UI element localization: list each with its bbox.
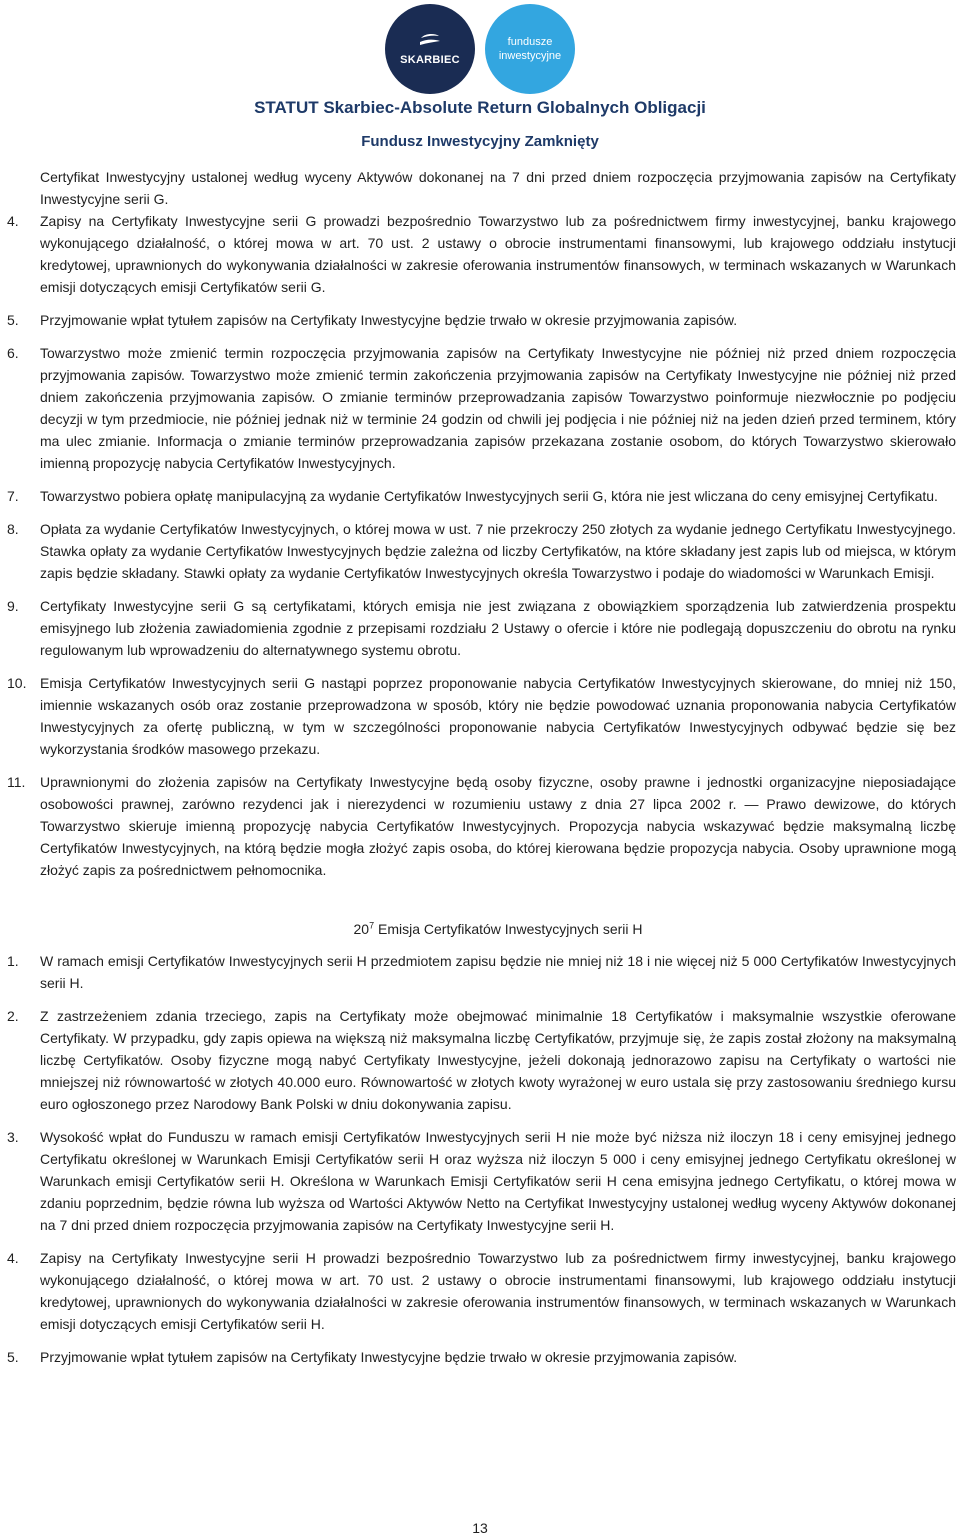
fundusze-logo-line1: fundusze [507, 36, 553, 48]
paragraph-number: 5. [7, 312, 19, 328]
paragraph-text: Zapisy na Certyfikaty Inwestycyjne serii H prowadzi bezpośrednio Towarzystwo lub za pośrednictwem firmy inwestycyjnej, banku krajowego wykonującego działalność, o której mowa w art. 70 ust. 2 ustawy o obrocie instrumentami finansowymi, lub krajowego oddziału instytucji kredytowej, uprawnionych do wykonywania działalności w zakresie oferowania instrumentów finansowych, w terminach wskazanych w Warunkach emisji dotyczących emisji Certyfikatów serii H. [40, 1250, 956, 1332]
header-logos [0, 4, 960, 94]
paragraph-text: Towarzystwo pobiera opłatę manipulacyjną za wydanie Certyfikatów Inwestycyjnych serii G, która nie jest wliczana do ceny emisyjnej Certyfikatu. [40, 488, 938, 504]
paragraph-number: 11. [7, 774, 26, 790]
numbered-paragraph [7, 342, 956, 474]
numbered-paragraph [7, 1005, 956, 1115]
numbered-paragraph [7, 210, 956, 298]
paragraph-number: 7. [7, 488, 19, 504]
paragraph-number: 4. [7, 1250, 19, 1266]
paragraph-number: 10. [7, 675, 27, 691]
paragraph-text: Przyjmowanie wpłat tytułem zapisów na Certyfikaty Inwestycyjne będzie trwało w okresie przyjmowania zapisów. [40, 1349, 738, 1365]
section-h-list [7, 950, 956, 1368]
intro-paragraph: Certyfikat Inwestycyjny ustalonej według wyceny Aktywów dokonanej na 7 dni przed dniem rozpoczęcia przyjmowania zapisów na Certyfikaty Inwestycyjne serii G. [40, 169, 956, 207]
numbered-paragraph [7, 309, 956, 331]
page-number: 13 [472, 1520, 488, 1536]
section-number: 20 [353, 921, 370, 937]
paragraph-text: Certyfikaty Inwestycyjne serii G są certyfikatami, których emisja nie jest związana z obowiązkiem sporządzenia lub zatwierdzenia prospektu emisyjnego lub złożenia zawiadomienia zgodnie z przepisami rozdziału 2 Ustawy o ofercie i które nie podlegają dopuszczeniu do obrotu na rynku regulowanym lub wprowadzeniu do alternatywnego systemu obrotu. [40, 598, 956, 658]
section-heading [40, 918, 956, 940]
fundusze-logo [485, 4, 575, 94]
document-subtitle: Fundusz Inwestycyjny Zamknięty [361, 133, 599, 150]
paragraph-text: Zapisy na Certyfikaty Inwestycyjne serii G prowadzi bezpośrednio Towarzystwo lub za pośrednictwem firmy inwestycyjnej, banku krajowego wykonującego działalność, o której mowa w art. 70 ust. 2 ustawy o obrocie instrumentami finansowymi, lub krajowego oddziału instytucji kredytowej, uprawnionych do wykonywania działalności w zakresie oferowania instrumentów finansowych, w terminach wskazanych w Warunkach emisji dotyczących emisji Certyfikatów serii G. [40, 213, 956, 295]
numbered-paragraph [7, 771, 956, 881]
paragraph-text: Towarzystwo może zmienić termin rozpoczęcia przyjmowania zapisów na Certyfikaty Inwestycyjne nie później niż przed dniem rozpoczęcia przyjmowania zapisów. Towarzystwo może zmienić termin zakończenia przyjmowania zapisów na Certyfikaty Inwestycyjne nie później niż przed dniem zakończenia przyjmowania zapisów. O zmianie terminów przeprowadzania zapisów Towarzystwo poinformuje niezwłocznie po podjęciu decyzji w tym przedmiocie, nie później jednak niż w terminie 24 godzin od chwili jej podjęcia i nie później niż na jeden dzień przed terminem, który ma ulec zmianie. Informacja o zmianie terminów przeprowadzania zapisów przekazana zostanie osobom, do których Towarzystwo skierowało imienną propozycję nabycia Certyfikatów Inwestycyjnych. [40, 345, 956, 471]
section-title: Emisja Certyfikatów Inwestycyjnych serii H [377, 921, 643, 937]
skarbiec-mark-icon [417, 32, 443, 50]
paragraph-text: Z zastrzeżeniem zdania trzeciego, zapis na Certyfikaty może obejmować minimalnie 18 Certyfikatów i maksymalnie wszystkie oferowane Certyfikaty. W przypadku, gdy zapis opiewa na większą niż maksymalna liczbę Certyfikatów, przyjmuje się, że zapis został złożony na maksymalną liczbę Certyfikatów. Osoby fizyczne mogą nabyć Certyfikaty Inwestycyjne, jeżeli dokonają jednorazowo zapisu na Certyfikaty o wartości nie mniejszej niż równowartość w złotych 40.000 euro. Równowartość w złotych kwoty wyrażonej w euro ustala się przy zastosowaniu średniego kursu euro ogłoszonego przez Narodowy Bank Polski w dniu dokonywania zapisu. [40, 1008, 956, 1112]
numbered-paragraph [7, 950, 956, 994]
paragraph-number: 5. [7, 1349, 19, 1365]
paragraph-text: W ramach emisji Certyfikatów Inwestycyjnych serii H przedmiotem zapisu będzie nie mniej niż 18 i nie więcej niż 5 000 Certyfikatów Inwestycyjnych serii H. [40, 953, 956, 991]
skarbiec-logo-text: SKARBIEC [400, 54, 460, 66]
paragraph-number: 6. [7, 345, 19, 361]
paragraph-text: Przyjmowanie wpłat tytułem zapisów na Certyfikaty Inwestycyjne będzie trwało w okresie przyjmowania zapisów. [40, 312, 738, 328]
section-footnote-ref: 7 [369, 920, 375, 931]
numbered-paragraph [7, 1247, 956, 1335]
numbered-paragraph [7, 485, 956, 507]
numbered-paragraph [7, 672, 956, 760]
numbered-paragraph [7, 595, 956, 661]
paragraph-text: Uprawnionymi do złożenia zapisów na Certyfikaty Inwestycyjne będą osoby fizyczne, osoby prawne i jednostki organizacyjne nieposiadające osobowości prawnej, zarówno rezydenci jak i nierezydenci w rozumieniu ustawy z dnia 27 lipca 2002 r. — Prawo dewizowe, do których Towarzystwo skieruje imienną propozycję nabycia Certyfikatów Inwestycyjnych. Propozycja nabycia wskazywać będzie maksymalną liczbę Certyfikatów Inwestycyjnych, na którą będzie mogła złożyć zapis osoba, do której kierowana będzie propozycja nabycia. Osoby uprawnione mogą złożyć zapis za pośrednictwem pełnomocnika. [40, 774, 956, 878]
document-body [7, 166, 956, 1379]
numbered-paragraph [7, 518, 956, 584]
numbered-paragraph [7, 1126, 956, 1236]
paragraph-text: Emisja Certyfikatów Inwestycyjnych serii G nastąpi poprzez proponowanie nabycia Certyfikatów Inwestycyjnych skierowane, do mniej niż 150, imiennie wskazanych osób oraz zostanie przeprowadzona w sposób, który nie będzie powodować uznania proponowania nabycia Certyfikatów Inwestycyjnych za ofertę publiczną, w tym w szczególności proponowanie nabycia Certyfikatów Inwestycyjnych odbywać będzie się bez wykorzystania środków masowego przekazu. [40, 675, 956, 757]
skarbiec-logo [385, 4, 475, 94]
paragraph-number: 4. [7, 213, 19, 229]
numbered-paragraph [7, 1346, 956, 1368]
paragraph-number: 2. [7, 1008, 19, 1024]
paragraph-number: 3. [7, 1129, 19, 1145]
document-title: STATUT Skarbiec-Absolute Return Globalnych Obligacji [254, 98, 706, 117]
paragraph-text: Opłata za wydanie Certyfikatów Inwestycyjnych, o której mowa w ust. 7 nie przekroczy 250 złotych za wydanie jednego Certyfikatu Inwestycyjnego. Stawka opłaty za wydanie Certyfikatów Inwestycyjnych będzie zależna od liczby Certyfikatów, na które składany jest zapis lub od miejsca, w którym zapis będzie składany. Stawki opłaty za wydanie Certyfikatów Inwestycyjnych określa Towarzystwo i podaje do wiadomości w Warunkach Emisji. [40, 521, 956, 581]
section-g-list [7, 210, 956, 881]
paragraph-number: 9. [7, 598, 19, 614]
fundusze-logo-line2: inwestycyjne [498, 50, 562, 62]
paragraph-number: 1. [7, 953, 19, 969]
paragraph-number: 8. [7, 521, 19, 537]
paragraph-text: Wysokość wpłat do Funduszu w ramach emisji Certyfikatów Inwestycyjnych serii H nie może być niższa niż iloczyn 18 i ceny emisyjnej jednego Certyfikatu określonej w Warunkach Emisji Certyfikatów serii H oraz wyższa niż iloczyn 5 000 i ceny emisyjnej jednego Certyfikatu określonej w Warunkach emisji Certyfikatów serii H. Określona w Warunkach Emisji Certyfikatów serii H cena emisyjna jednego Certyfikatu, o której mowa w zdaniu poprzednim, będzie równa lub wyższa od Wartości Aktywów Netto na Certyfikat Inwestycyjny ustalonej według wyceny Aktywów dokonanej na 7 dni przed dniem rozpoczęcia przyjmowania zapisów na Certyfikaty Inwestycyjne serii H. [40, 1129, 956, 1233]
